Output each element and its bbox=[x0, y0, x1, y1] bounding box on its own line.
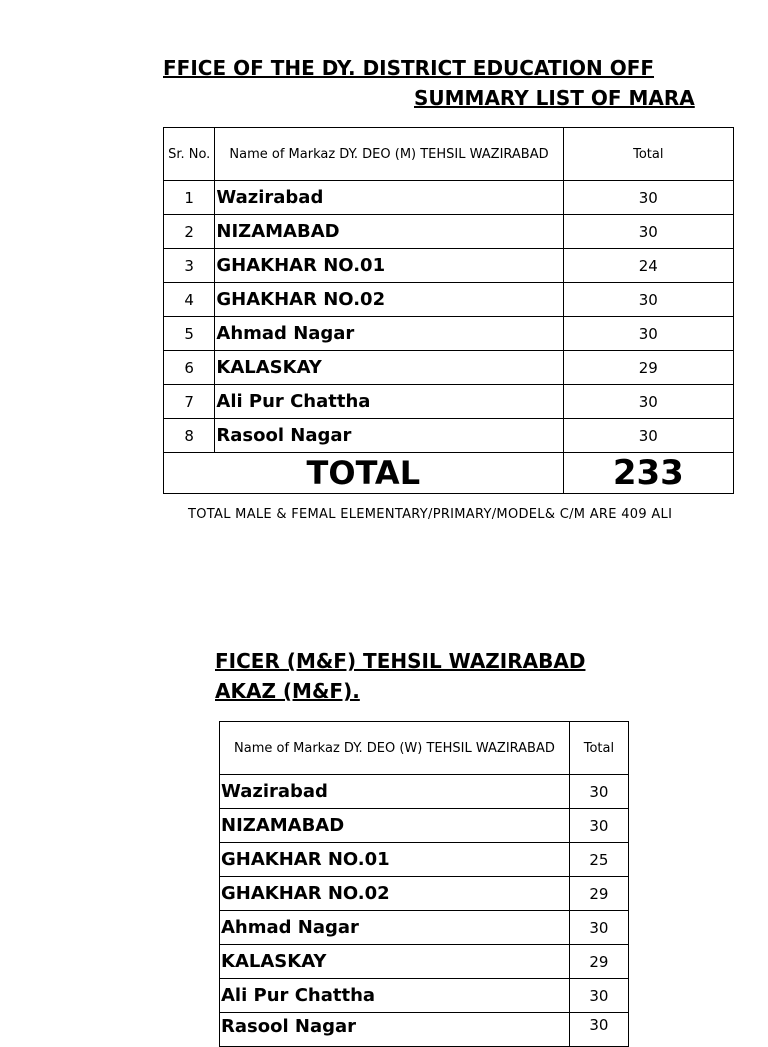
markaz-name-cell: Wazirabad bbox=[220, 775, 570, 809]
markaz-name-cell: KALASKAY bbox=[215, 351, 563, 385]
table-row bbox=[220, 843, 629, 877]
markaz-name-cell: GHAKHAR NO.02 bbox=[220, 877, 570, 911]
markaz-name-cell: Ali Pur Chattha bbox=[220, 979, 570, 1013]
markaz-name-cell: Ahmad Nagar bbox=[220, 911, 570, 945]
sheet2-title-block bbox=[215, 648, 629, 708]
total-cell: 30 bbox=[563, 215, 733, 249]
table-row bbox=[220, 809, 629, 843]
total-cell: 29 bbox=[569, 877, 628, 911]
sr-no-cell: 3 bbox=[164, 249, 215, 283]
total-cell: 30 bbox=[563, 283, 733, 317]
table-row bbox=[164, 181, 734, 215]
sheet1-table bbox=[163, 127, 734, 494]
sheet2-table-clip bbox=[219, 721, 630, 1037]
markaz-name-cell: Rasool Nagar bbox=[220, 1013, 570, 1047]
total-header: Total bbox=[563, 128, 733, 181]
table-row bbox=[164, 419, 734, 453]
sr-no-header: Sr. No. bbox=[164, 128, 215, 181]
sr-no-cell: 2 bbox=[164, 215, 215, 249]
markaz-name-header: Name of Markaz DY. DEO (W) TEHSIL WAZIRABAD bbox=[220, 722, 570, 775]
table-row bbox=[220, 911, 629, 945]
sheet2-title-line1: FICER (M&F) TEHSIL WAZIRABAD bbox=[215, 649, 586, 673]
sheet1-header-row bbox=[164, 128, 734, 181]
markaz-name-cell: NIZAMABAD bbox=[220, 809, 570, 843]
markaz-name-cell: KALASKAY bbox=[220, 945, 570, 979]
table-row bbox=[164, 249, 734, 283]
total-cell: 30 bbox=[569, 775, 628, 809]
sr-no-cell: 8 bbox=[164, 419, 215, 453]
total-cell: 30 bbox=[563, 181, 733, 215]
sheet1-title-block bbox=[163, 55, 734, 115]
total-cell: 30 bbox=[569, 911, 628, 945]
table-row bbox=[220, 877, 629, 911]
total-cell: 30 bbox=[569, 1013, 628, 1047]
markaz-name-cell: Ali Pur Chattha bbox=[215, 385, 563, 419]
table-row bbox=[220, 945, 629, 979]
markaz-name-header: Name of Markaz DY. DEO (M) TEHSIL WAZIRABAD bbox=[215, 128, 563, 181]
sr-no-cell: 6 bbox=[164, 351, 215, 385]
total-cell: 30 bbox=[563, 385, 733, 419]
sheet1-table-clip bbox=[163, 127, 734, 493]
markaz-name-cell: GHAKHAR NO.01 bbox=[215, 249, 563, 283]
sheet2-table bbox=[219, 721, 629, 1047]
total-cell: 29 bbox=[569, 945, 628, 979]
sheet2-header-row bbox=[220, 722, 629, 775]
total-cell: 30 bbox=[563, 419, 733, 453]
total-cell: 30 bbox=[563, 317, 733, 351]
sr-no-cell: 7 bbox=[164, 385, 215, 419]
sheet1-title-line2: SUMMARY LIST OF MARA bbox=[414, 86, 695, 110]
total-header: Total bbox=[569, 722, 628, 775]
total-cell: 29 bbox=[563, 351, 733, 385]
total-cell: 24 bbox=[563, 249, 733, 283]
markaz-name-cell: GHAKHAR NO.01 bbox=[220, 843, 570, 877]
total-row bbox=[164, 453, 734, 494]
table-row bbox=[220, 1013, 629, 1047]
table-row bbox=[164, 351, 734, 385]
table-row bbox=[220, 775, 629, 809]
total-cell: 30 bbox=[569, 979, 628, 1013]
markaz-name-cell: NIZAMABAD bbox=[215, 215, 563, 249]
summary-note: TOTAL MALE & FEMAL ELEMENTARY/PRIMARY/MODEL& C/M ARE 409 ALI bbox=[188, 507, 673, 522]
grand-total-value: 233 bbox=[563, 453, 733, 494]
table-row bbox=[164, 215, 734, 249]
total-cell: 30 bbox=[569, 809, 628, 843]
sr-no-cell: 5 bbox=[164, 317, 215, 351]
sr-no-cell: 1 bbox=[164, 181, 215, 215]
sheet1-title-line1: FFICE OF THE DY. DISTRICT EDUCATION OFF bbox=[163, 56, 655, 80]
markaz-name-cell: Rasool Nagar bbox=[215, 419, 563, 453]
sr-no-cell: 4 bbox=[164, 283, 215, 317]
markaz-name-cell: GHAKHAR NO.02 bbox=[215, 283, 563, 317]
markaz-name-cell: Wazirabad bbox=[215, 181, 563, 215]
table-row bbox=[164, 385, 734, 419]
table-row bbox=[164, 283, 734, 317]
total-label: TOTAL bbox=[164, 453, 564, 494]
markaz-name-cell: Ahmad Nagar bbox=[215, 317, 563, 351]
sheet2-title-line2: AKAZ (M&F). bbox=[215, 679, 360, 703]
table-row bbox=[164, 317, 734, 351]
table-row bbox=[220, 979, 629, 1013]
total-cell: 25 bbox=[569, 843, 628, 877]
sheet1-note-clip bbox=[163, 505, 734, 527]
